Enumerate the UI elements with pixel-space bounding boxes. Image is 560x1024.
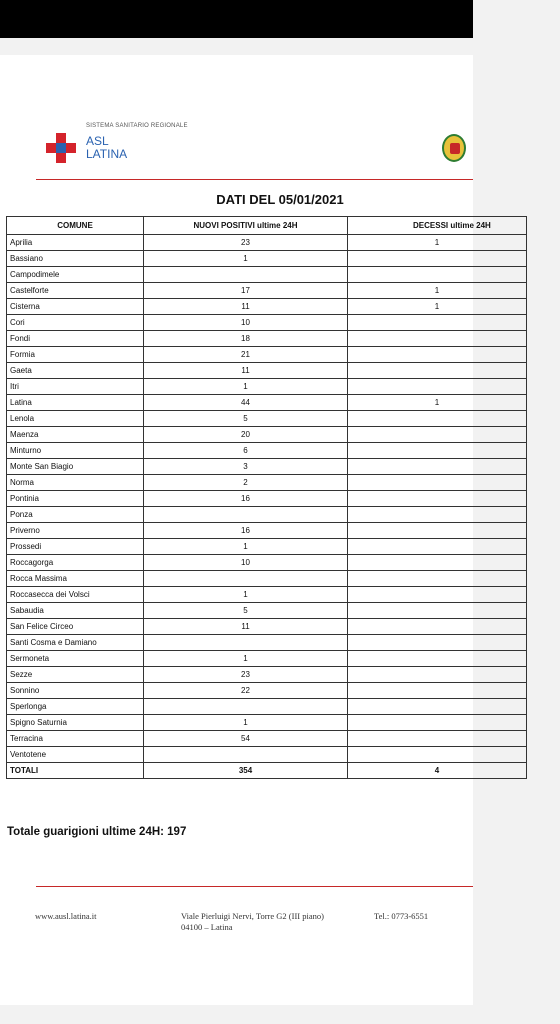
positivi-cell: 1 <box>144 715 348 731</box>
bottom-gap <box>0 1005 473 1024</box>
decessi-cell <box>348 555 527 571</box>
table-row <box>7 267 527 283</box>
positivi-cell <box>144 635 348 651</box>
comune-cell: Aprilia <box>7 235 144 251</box>
comune-cell: Itri <box>7 379 144 395</box>
table-row <box>7 539 527 555</box>
decessi-cell <box>348 491 527 507</box>
positivi-cell: 1 <box>144 651 348 667</box>
top-bar <box>0 0 473 38</box>
table-row <box>7 443 527 459</box>
positivi-cell: 23 <box>144 235 348 251</box>
table-row <box>7 603 527 619</box>
table-row <box>7 491 527 507</box>
decessi-cell <box>348 475 527 491</box>
table-row <box>7 363 527 379</box>
decessi-cell: 1 <box>348 235 527 251</box>
positivi-cell: 17 <box>144 283 348 299</box>
medical-cross-icon <box>46 133 76 163</box>
table-row <box>7 699 527 715</box>
footer-divider <box>36 886 473 887</box>
table-row <box>7 283 527 299</box>
positivi-cell: 6 <box>144 443 348 459</box>
comune-cell: Fondi <box>7 331 144 347</box>
comune-cell: San Felice Circeo <box>7 619 144 635</box>
table-row <box>7 379 527 395</box>
comune-cell: Sperlonga <box>7 699 144 715</box>
decessi-cell <box>348 523 527 539</box>
comune-cell: Latina <box>7 395 144 411</box>
column-header: COMUNE <box>7 217 144 235</box>
comune-cell: Priverno <box>7 523 144 539</box>
positivi-cell: 1 <box>144 251 348 267</box>
comune-cell: Sonnino <box>7 683 144 699</box>
comune-cell: Norma <box>7 475 144 491</box>
positivi-cell: 1 <box>144 379 348 395</box>
comune-cell: Terracina <box>7 731 144 747</box>
totals-cell: 354 <box>144 763 348 779</box>
table-row <box>7 683 527 699</box>
decessi-cell <box>348 731 527 747</box>
comune-cell: Rocca Massima <box>7 571 144 587</box>
decessi-cell <box>348 715 527 731</box>
footer-address-line2: 04100 – Latina <box>181 922 233 932</box>
table-row <box>7 635 527 651</box>
positivi-cell: 11 <box>144 619 348 635</box>
comune-cell: Sabaudia <box>7 603 144 619</box>
table-row <box>7 459 527 475</box>
decessi-cell <box>348 667 527 683</box>
decessi-cell <box>348 699 527 715</box>
table-row <box>7 651 527 667</box>
table-row <box>7 411 527 427</box>
comune-cell: Pontinia <box>7 491 144 507</box>
comune-cell: Roccasecca dei Volsci <box>7 587 144 603</box>
decessi-cell: 1 <box>348 299 527 315</box>
positivi-cell: 21 <box>144 347 348 363</box>
comune-cell: Spigno Saturnia <box>7 715 144 731</box>
positivi-cell: 18 <box>144 331 348 347</box>
column-header: NUOVI POSITIVI ultime 24H <box>144 217 348 235</box>
positivi-cell <box>144 507 348 523</box>
decessi-cell <box>348 315 527 331</box>
positivi-cell: 5 <box>144 411 348 427</box>
comune-cell: Cori <box>7 315 144 331</box>
comune-cell: Lenola <box>7 411 144 427</box>
table-row <box>7 475 527 491</box>
positivi-cell: 16 <box>144 523 348 539</box>
org-name-line1: ASL <box>86 134 109 148</box>
decessi-cell <box>348 635 527 651</box>
comune-cell: Minturno <box>7 443 144 459</box>
decessi-cell <box>348 683 527 699</box>
table-row <box>7 347 527 363</box>
positivi-cell <box>144 571 348 587</box>
footer-address <box>181 911 324 933</box>
table-row <box>7 235 527 251</box>
decessi-cell <box>348 603 527 619</box>
comune-cell: Formia <box>7 347 144 363</box>
footer-address-line1: Viale Pierluigi Nervi, Torre G2 (III piano) <box>181 911 324 921</box>
table-row <box>7 747 527 763</box>
decessi-cell <box>348 539 527 555</box>
decessi-cell <box>348 379 527 395</box>
decessi-cell <box>348 427 527 443</box>
decessi-cell <box>348 363 527 379</box>
positivi-cell: 10 <box>144 315 348 331</box>
positivi-cell: 20 <box>144 427 348 443</box>
positivi-cell <box>144 267 348 283</box>
column-header: DECESSI ultime 24H <box>348 217 527 235</box>
decessi-cell <box>348 571 527 587</box>
comune-cell: Sermoneta <box>7 651 144 667</box>
positivi-cell: 11 <box>144 363 348 379</box>
comune-cell: Santi Cosma e Damiano <box>7 635 144 651</box>
table-row <box>7 427 527 443</box>
positivi-cell: 1 <box>144 587 348 603</box>
footer-phone: Tel.: 0773-6551 <box>374 911 429 921</box>
table-row <box>7 395 527 411</box>
header-divider <box>36 179 473 180</box>
decessi-cell <box>348 251 527 267</box>
org-name <box>86 135 127 161</box>
comune-cell: Sezze <box>7 667 144 683</box>
region-seal-icon <box>442 134 466 162</box>
table-header-row <box>7 217 527 235</box>
comune-cell: Ponza <box>7 507 144 523</box>
table-row <box>7 619 527 635</box>
positivi-cell: 16 <box>144 491 348 507</box>
decessi-cell <box>348 347 527 363</box>
decessi-cell: 1 <box>348 283 527 299</box>
decessi-cell <box>348 411 527 427</box>
decessi-cell <box>348 651 527 667</box>
positivi-cell: 11 <box>144 299 348 315</box>
totals-row <box>7 763 527 779</box>
table-row <box>7 715 527 731</box>
decessi-cell: 1 <box>348 395 527 411</box>
table-row <box>7 523 527 539</box>
comune-cell: Cisterna <box>7 299 144 315</box>
positivi-cell <box>144 747 348 763</box>
data-table <box>6 216 527 779</box>
org-name-line2: LATINA <box>86 147 128 161</box>
table-row <box>7 299 527 315</box>
comune-cell: Roccagorga <box>7 555 144 571</box>
comune-cell: Bassiano <box>7 251 144 267</box>
table-row <box>7 251 527 267</box>
decessi-cell <box>348 507 527 523</box>
comune-cell: Gaeta <box>7 363 144 379</box>
positivi-cell: 10 <box>144 555 348 571</box>
report-title: DATI DEL 05/01/2021 <box>216 192 344 207</box>
recoveries-total: Totale guarigioni ultime 24H: 197 <box>7 826 187 838</box>
positivi-cell: 23 <box>144 667 348 683</box>
decessi-cell <box>348 267 527 283</box>
decessi-cell <box>348 443 527 459</box>
table-row <box>7 587 527 603</box>
table-row <box>7 507 527 523</box>
comune-cell: Maenza <box>7 427 144 443</box>
positivi-cell: 44 <box>144 395 348 411</box>
comune-cell: Monte San Biagio <box>7 459 144 475</box>
positivi-cell: 22 <box>144 683 348 699</box>
positivi-cell <box>144 699 348 715</box>
document-page <box>0 55 491 1005</box>
comune-cell: Castelforte <box>7 283 144 299</box>
positivi-cell: 3 <box>144 459 348 475</box>
table-row <box>7 315 527 331</box>
table-row <box>7 555 527 571</box>
table-row <box>7 331 527 347</box>
positivi-cell: 2 <box>144 475 348 491</box>
positivi-cell: 54 <box>144 731 348 747</box>
system-label: SISTEMA SANITARIO REGIONALE <box>86 123 188 129</box>
decessi-cell <box>348 459 527 475</box>
footer-website[interactable]: www.ausl.latina.it <box>35 911 97 921</box>
comune-cell: Ventotene <box>7 747 144 763</box>
table-row <box>7 571 527 587</box>
comune-cell: Prossedi <box>7 539 144 555</box>
positivi-cell: 5 <box>144 603 348 619</box>
decessi-cell <box>348 331 527 347</box>
totals-cell: 4 <box>348 763 527 779</box>
totals-cell: TOTALI <box>7 763 144 779</box>
table-row <box>7 731 527 747</box>
decessi-cell <box>348 619 527 635</box>
decessi-cell <box>348 587 527 603</box>
table-row <box>7 667 527 683</box>
decessi-cell <box>348 747 527 763</box>
positivi-cell: 1 <box>144 539 348 555</box>
comune-cell: Campodimele <box>7 267 144 283</box>
